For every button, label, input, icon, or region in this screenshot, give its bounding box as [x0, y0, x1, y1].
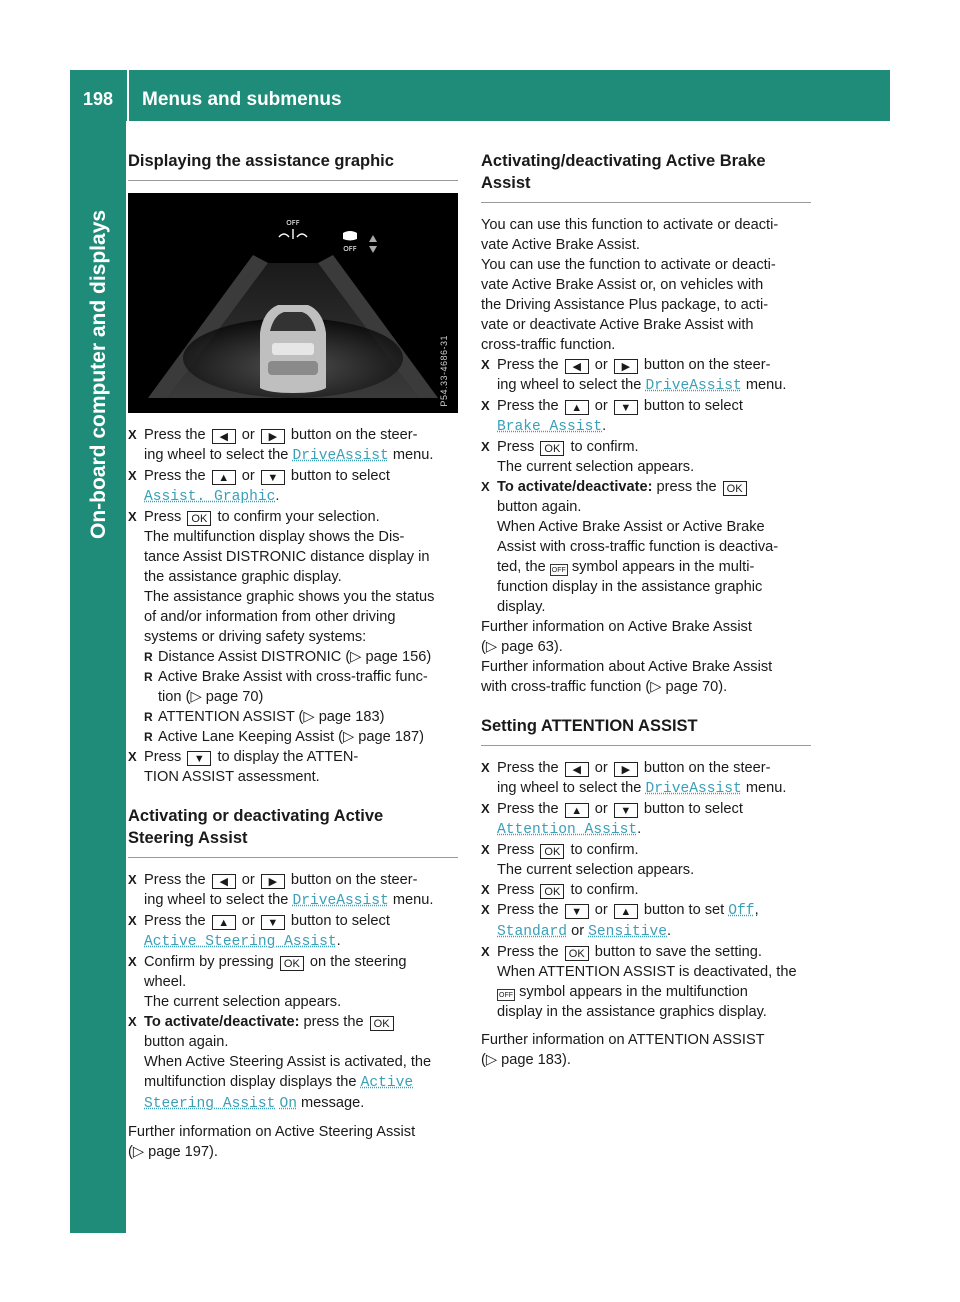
left-arrow-key-icon: ◀	[212, 429, 236, 444]
list-item: R Active Lane Keeping Assist (▷ page 187)	[128, 727, 458, 747]
ok-key-icon: OK	[370, 1016, 394, 1031]
graphic-off-label-2: OFF	[343, 245, 357, 253]
ok-key-icon: OK	[540, 441, 564, 456]
ok-key-icon: OK	[723, 481, 747, 496]
graphic-code: P54.33-4686-31	[439, 335, 449, 407]
instruction-step: X Press ▼ to display the ATTEN- TION ASSIST assessment.	[128, 747, 458, 787]
display-message: Active	[360, 1075, 414, 1091]
right-arrow-key-icon: ▶	[261, 874, 285, 889]
down-arrow-key-icon: ▼	[261, 915, 285, 930]
paragraph: You can use the function to activate or deacti- vate Active Brake Assist or, on vehicles with the Driving Assistance Plus package, to acti- vate or deactivate Active Brake Assist with cross-traffic function.	[481, 257, 776, 353]
menu-item: Attention Assist	[497, 822, 638, 838]
ok-key-icon: OK	[540, 844, 564, 859]
section-title-assistance-graphic: Displaying the assistance graphic	[128, 150, 458, 181]
down-arrow-key-icon: ▼	[614, 400, 638, 415]
graphic-off-label-1: OFF	[286, 219, 300, 227]
menu-name: DriveAssist	[292, 893, 389, 909]
instruction-step: X Press the ▲ or ▼ button to select Active Steering Assist.	[128, 911, 458, 952]
instruction-step: X Press the ◀ or ▶ button on the steer- ing wheel to select the DriveAssist menu.	[128, 870, 458, 911]
instruction-step: X Press the ▲ or ▼ button to select Brake Assist.	[481, 396, 811, 437]
menu-name: DriveAssist	[645, 378, 742, 394]
menu-item: Brake Assist	[497, 419, 603, 435]
assistance-graphic-image	[128, 193, 458, 413]
section-title-active-steering-assist: Activating or deactivating Active Steering Assist	[128, 805, 458, 858]
side-tab-label: On-board computer and displays	[87, 210, 110, 540]
display-message: On	[279, 1096, 297, 1112]
up-arrow-key-icon: ▲	[212, 470, 236, 485]
instruction-step: X Press the OK button to save the setting. When ATTENTION ASSIST is deactivated, the OFF symbol appears in the multifunction display in the assistance graphics display.	[481, 942, 811, 1022]
left-arrow-key-icon: ◀	[565, 762, 589, 777]
instruction-step: X Press the ▼ or ▲ button to set Off, Standard or Sensitive.	[481, 900, 811, 942]
ok-key-icon: OK	[540, 884, 564, 899]
left-column	[128, 150, 458, 1162]
brake-assist-off-icon: OFF	[550, 564, 568, 576]
menu-item: Assist. Graphic	[144, 489, 276, 505]
instruction-step: X Confirm by pressing OK on the steering wheel. The current selection appears.	[128, 952, 458, 1012]
chapter-title: Menus and submenus	[142, 89, 342, 110]
instruction-step: X Press OK to confirm. The current selection appears.	[481, 840, 811, 880]
ok-key-icon: OK	[280, 956, 304, 971]
up-arrow-key-icon: ▲	[212, 915, 236, 930]
left-arrow-key-icon: ◀	[212, 874, 236, 889]
menu-name: DriveAssist	[292, 448, 389, 464]
up-arrow-key-icon: ▲	[565, 803, 589, 818]
further-info: Further information on ATTENTION ASSIST (▷ page 183).	[481, 1032, 765, 1068]
list-item: R Active Brake Assist with cross-traffic func- tion (▷ page 70)	[128, 667, 458, 707]
right-column	[481, 150, 811, 1070]
list-item: R ATTENTION ASSIST (▷ page 183)	[128, 707, 458, 727]
further-info: Further information on Active Brake Assist (▷ page 63).	[481, 619, 752, 655]
instruction-step: X Press the ◀ or ▶ button on the steer- ing wheel to select the DriveAssist menu.	[128, 425, 458, 466]
paragraph: You can use this function to activate or deacti- vate Active Brake Assist.	[481, 217, 779, 253]
up-arrow-key-icon: ▲	[565, 400, 589, 415]
down-arrow-key-icon: ▼	[187, 751, 211, 766]
instruction-step: X Press the ▲ or ▼ button to select Assist. Graphic.	[128, 466, 458, 507]
instruction-step: X Press OK to confirm.	[481, 880, 811, 900]
section-title-active-brake-assist: Activating/deactivating Active Brake Assist	[481, 150, 811, 203]
instruction-step: X Press the ▲ or ▼ button to select Attention Assist.	[481, 799, 811, 840]
further-info: Further information on Active Steering Assist (▷ page 197).	[128, 1124, 416, 1160]
section-title-attention-assist: Setting ATTENTION ASSIST	[481, 715, 811, 746]
instruction-step: X Press OK to confirm. The current selection appears.	[481, 437, 811, 477]
setting-value: Sensitive	[588, 924, 667, 940]
header-divider	[127, 70, 129, 121]
list-item: R Distance Assist DISTRONIC (▷ page 156)	[128, 647, 458, 667]
ok-key-icon: OK	[565, 946, 589, 961]
left-arrow-key-icon: ◀	[565, 359, 589, 374]
right-arrow-key-icon: ▶	[261, 429, 285, 444]
down-arrow-key-icon: ▼	[565, 904, 589, 919]
instruction-step: X To activate/deactivate: press the OK button again. When Active Brake Assist or Active Brake Assist with cross-traffic function is deactiva- ted, the OFF symbol appears in the multi- function display in the assistance graphic display.	[481, 477, 811, 617]
menu-name: DriveAssist	[645, 781, 742, 797]
page-number: 198	[82, 89, 114, 109]
menu-item: Active Steering Assist	[144, 934, 337, 950]
up-arrow-key-icon: ▲	[614, 904, 638, 919]
ok-key-icon: OK	[187, 511, 211, 526]
right-arrow-key-icon: ▶	[614, 762, 638, 777]
setting-value: Off	[728, 903, 755, 919]
setting-value: Standard	[497, 924, 568, 940]
right-arrow-key-icon: ▶	[614, 359, 638, 374]
attention-assist-off-icon: OFF	[497, 989, 515, 1001]
down-arrow-key-icon: ▼	[614, 803, 638, 818]
down-arrow-key-icon: ▼	[261, 470, 285, 485]
instruction-step: X Press OK to confirm your selection. The multifunction display shows the Dis- tance Assist DISTRONIC distance display in the assistance graphic display. The assistance graphic shows you the status of and/or information from other driving systems or driving safety systems:	[128, 507, 458, 647]
display-message: Steering Assist	[144, 1096, 276, 1112]
instruction-step: X Press the ◀ or ▶ button on the steer- ing wheel to select the DriveAssist menu.	[481, 758, 811, 799]
further-info: Further information about Active Brake Assist with cross-traffic function (▷ page 70).	[481, 659, 773, 695]
instruction-step: X Press the ◀ or ▶ button on the steer- ing wheel to select the DriveAssist menu.	[481, 355, 811, 396]
instruction-step: X To activate/deactivate: press the OK button again. When Active Steering Assist is activated, the multifunction display displays the Active Steering Assist On message.	[128, 1012, 458, 1114]
car-graphic-icon	[128, 193, 458, 413]
